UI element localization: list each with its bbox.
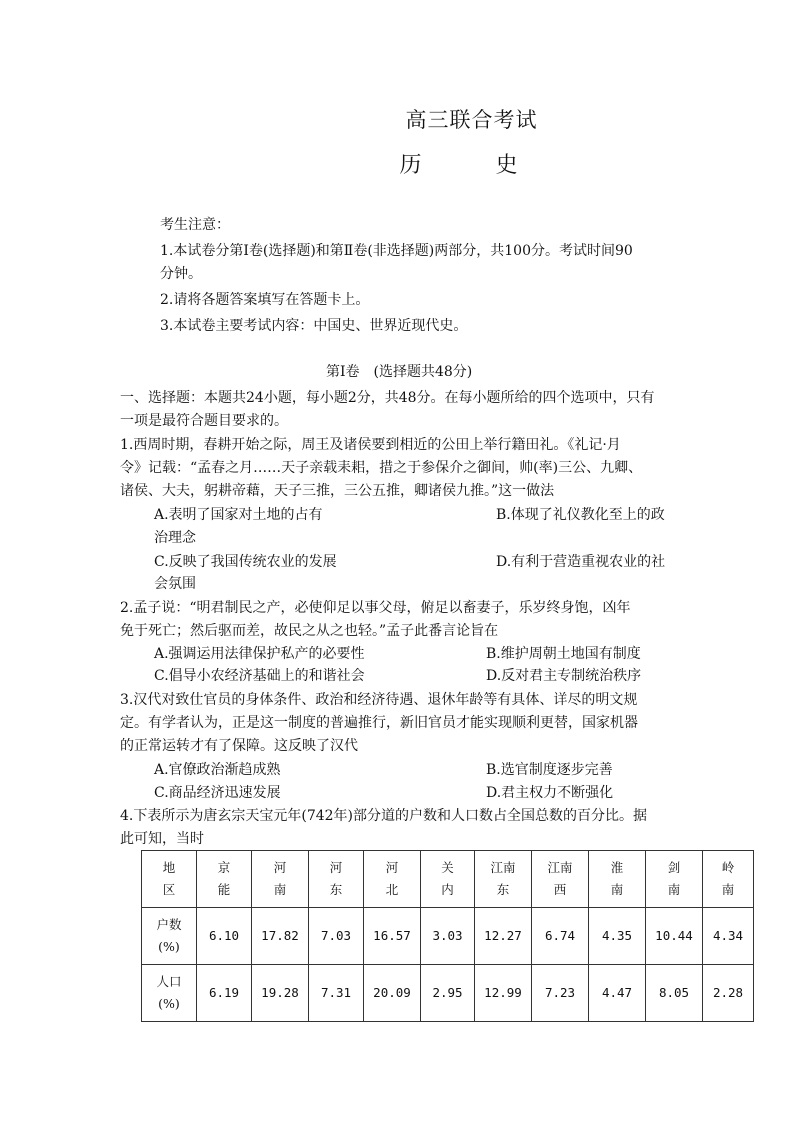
notice-heading: 考生注意：	[160, 217, 230, 233]
table-cell: 3.03	[421, 908, 475, 965]
table-cell: 20.09	[364, 965, 421, 1022]
option-a: A.强调运用法律保护私产的必要性	[154, 646, 365, 662]
header-cell: 剑 南	[646, 851, 703, 908]
question-text: 免于死亡；然后驱而差，故民之从之也轻。”孟子此番言论旨在	[120, 623, 499, 639]
header-cell-region-label: 地 区	[142, 851, 197, 908]
question-text: 定。有学者认为，正是这一制度的普遍推行，新旧官员才能实现顺利更替，国家机器	[120, 715, 638, 731]
notice-item: 1.本试卷分第Ⅰ卷(选择题)和第Ⅱ卷(非选择题)两部分，共100分。考试时间90	[160, 243, 633, 259]
section-instruction: 一、选择题：本题共24小题，每小题2分，共48分。在每小题所给的四个选项中，只有	[120, 390, 655, 406]
table-cell: 12.27	[475, 908, 532, 965]
population-table	[141, 850, 754, 1022]
header-cell: 河 南	[252, 851, 309, 908]
table-cell: 7.03	[309, 908, 364, 965]
table-cell: 19.28	[252, 965, 309, 1022]
table-row	[142, 965, 754, 1022]
question-text: 令》记载：“孟春之月……天子亲载耒耜，措之于参保介之御间，帅(率)三公、九卿、	[120, 460, 643, 476]
option-a: A.表明了国家对土地的占有	[154, 507, 323, 523]
section-instruction: 一项是最符合题目要求的。	[120, 413, 288, 429]
table-cell: 4.47	[589, 965, 646, 1022]
table-cell: 2.28	[703, 965, 754, 1022]
option-b: B.维护周朝土地国有制度	[486, 646, 641, 662]
table-cell: 2.95	[421, 965, 475, 1022]
table-cell: 6.19	[197, 965, 252, 1022]
table-cell: 4.34	[703, 908, 754, 965]
table-cell: 6.10	[197, 908, 252, 965]
row-label: 人口 (%)	[142, 965, 197, 1022]
notice-item: 2.请将各题答案填写在答题卡上。	[160, 292, 370, 308]
question-text: 4.下表所示为唐玄宗天宝元年(742年)部分道的户数和人口数占全国总数的百分比。据	[120, 808, 648, 824]
question-text: 的正常运转才有了保障。这反映了汉代	[120, 738, 358, 754]
option-d: D.君主权力不断强化	[486, 785, 614, 801]
header-cell: 河 北	[364, 851, 421, 908]
option-c: C.倡导小农经济基础上的和谐社会	[154, 668, 365, 684]
header-cell: 江南 西	[532, 851, 589, 908]
option-d-cont: 会氛围	[154, 576, 196, 592]
header-cell: 河 东	[309, 851, 364, 908]
header-cell: 江南 东	[475, 851, 532, 908]
question-text: 此可知，当时	[120, 831, 204, 847]
table-cell: 4.35	[589, 908, 646, 965]
table-header-row	[142, 851, 754, 908]
table-cell: 8.05	[646, 965, 703, 1022]
table-row	[142, 908, 754, 965]
option-c: C.商品经济迅速发展	[154, 785, 281, 801]
header-cell: 京 能	[197, 851, 252, 908]
header-cell: 关 内	[421, 851, 475, 908]
option-a: A.官僚政治渐趋成熟	[154, 762, 281, 778]
table-cell: 7.23	[532, 965, 589, 1022]
notice-item: 分钟。	[160, 266, 202, 282]
exam-title: 高三联合考试	[405, 108, 538, 132]
option-c: C.反映了我国传统农业的发展	[154, 554, 337, 570]
question-text: 3.汉代对致仕官员的身体条件、政治和经济待遇、退休年龄等有具体、详尽的明文规	[120, 692, 638, 708]
header-cell: 淮 南	[589, 851, 646, 908]
option-b: B.选官制度逐步完善	[486, 762, 613, 778]
notice-item: 3.本试卷主要考试内容：中国史、世界近现代史。	[160, 318, 468, 334]
subject-title: 历 史	[399, 153, 544, 178]
question-text: 2.孟子说：“明君制民之产，必使仰足以事父母，俯足以畜妻子，乐岁终身饱，凶年	[120, 600, 631, 616]
option-b-cont: 治理念	[154, 530, 196, 546]
table-cell: 10.44	[646, 908, 703, 965]
table-cell: 16.57	[364, 908, 421, 965]
table-cell: 17.82	[252, 908, 309, 965]
question-text: 1.西周时期，春耕开始之际，周王及诸侯要到相近的公田上举行籍田礼。《礼记·月	[120, 437, 621, 453]
question-text: 诸侯、大夫，躬耕帝藉，天子三推，三公五推，卿诸侯九推。”这一做法	[120, 483, 555, 499]
option-d: D.有利于营造重视农业的社	[496, 554, 666, 570]
section-title: 第Ⅰ卷 (选择题共48分)	[326, 364, 473, 380]
option-b: B.体现了礼仪教化至上的政	[496, 507, 665, 523]
option-d: D.反对君主专制统治秩序	[486, 668, 642, 684]
row-label: 户数 (%)	[142, 908, 197, 965]
table-cell: 12.99	[475, 965, 532, 1022]
table-cell: 6.74	[532, 908, 589, 965]
table-cell: 7.31	[309, 965, 364, 1022]
header-cell: 岭 南	[703, 851, 754, 908]
